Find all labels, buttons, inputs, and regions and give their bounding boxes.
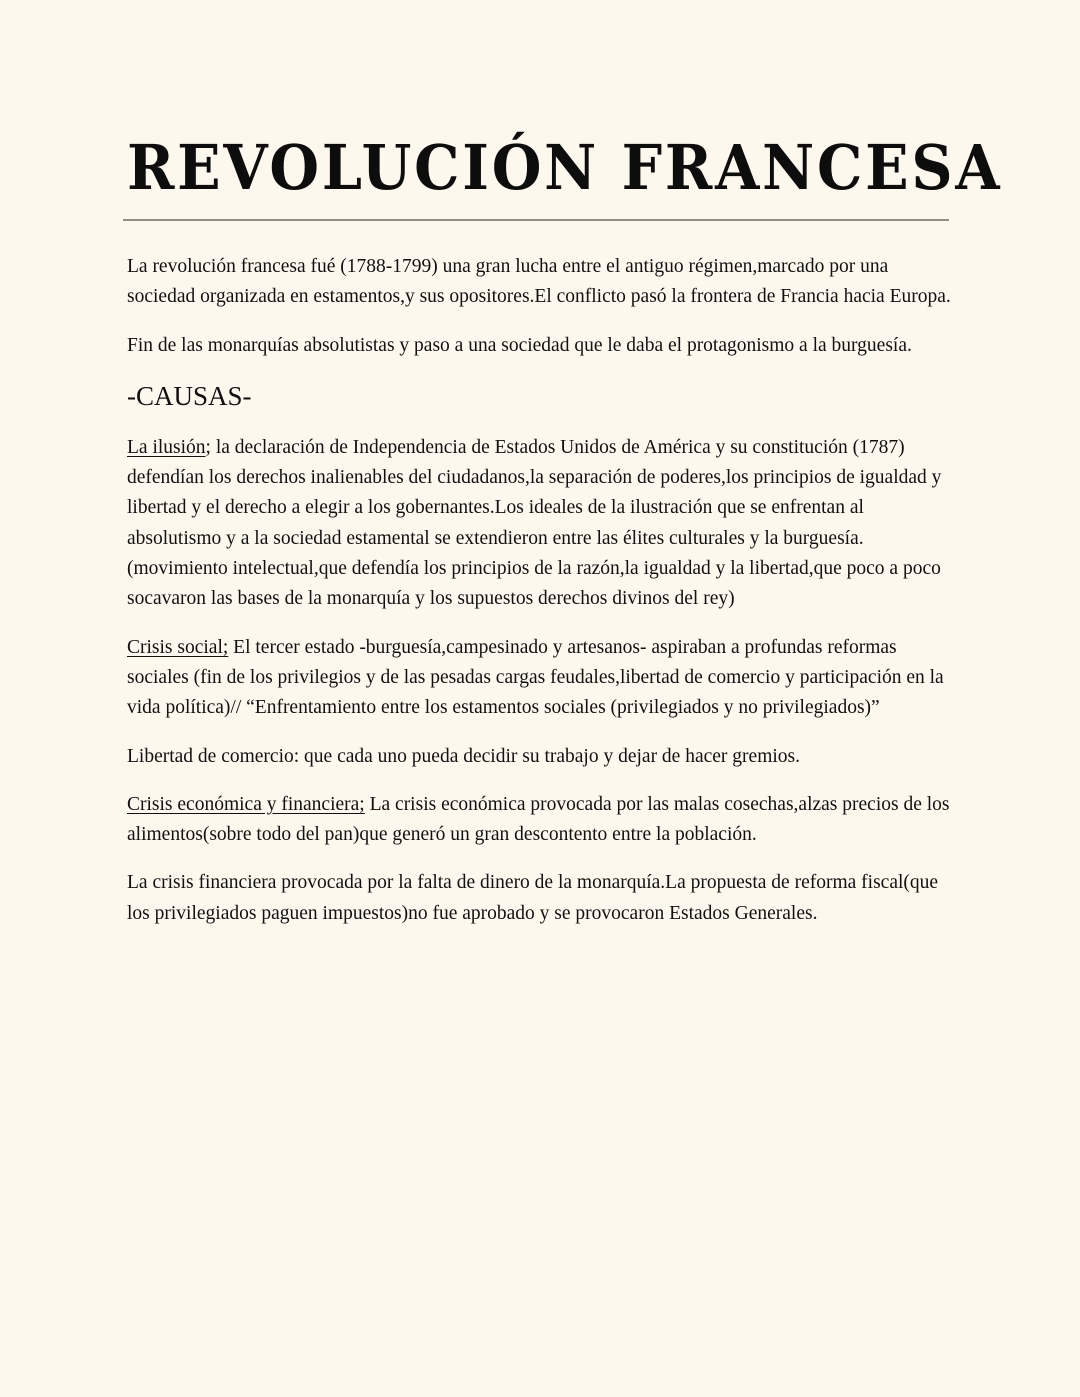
cause-paragraph-crisis-social <box>127 633 957 724</box>
intro-paragraph-1: La revolución francesa fué (1788-1799) una gran lucha entre el antiguo régimen,marcado por una sociedad organizada en estamentos,y sus opositores.El conflicto pasó la frontera de Francia hacia Europa. <box>127 256 951 308</box>
cause-label-ilusion: La ilusión <box>127 436 206 458</box>
section-heading-causas: -CAUSAS- <box>127 380 252 411</box>
intro-paragraph-2: Fin de las monarquías absolutistas y paso a una sociedad que le daba el protagonismo a la burguesía. <box>127 334 912 356</box>
note-libertad-comercio: Libertad de comercio: que cada uno pueda decidir su trabajo y dejar de hacer gremios. <box>127 745 800 767</box>
cause-paragraph-crisis-economica <box>127 790 957 851</box>
title-divider <box>123 219 949 221</box>
document-body <box>127 252 957 947</box>
document-title: REVOLUCIÓN FRANCESA <box>127 131 1003 204</box>
cause-separator: ; <box>205 436 211 458</box>
note-crisis-financiera: La crisis financiera provocada por la falta de dinero de la monarquía.La propuesta de reforma fiscal(que los privilegiados paguen impuestos)no fue aprobado y se provocaron Estados Generales. <box>127 872 939 924</box>
cause-text-crisis-economica: La crisis económica provocada por las malas cosechas,alzas precios de los alimentos(sobre todo del pan)que generó un gran descontento entre la población. <box>127 793 950 846</box>
cause-text-ilusion: la declaración de Independencia de Estados Unidos de América y su constitución (1787) defendían los derechos inalienables del ciudadanos,la separación de poderes,los principios de igualdad y libertad y el derecho a elegir a los gobernantes.Los ideales de la ilustración que se enfrentan al absolutismo y a la sociedad estamental se extendieron entre las élites culturales y la burguesía.(movimiento intelectual,que defendía los principios de la razón,la igualdad y la libertad,que poco a poco socavaron las bases de la monarquía y los supuestos derechos divinos del rey) <box>127 436 942 610</box>
cause-label-crisis-social: Crisis social; <box>127 636 229 658</box>
cause-label-crisis-economica: Crisis económica y financiera; <box>127 793 365 815</box>
cause-paragraph-ilusion <box>127 433 957 615</box>
cause-text-crisis-social: El tercer estado -burguesía,campesinado y artesanos- aspiraban a profundas reformas sociales (fin de los privilegios y de las pesadas cargas feudales,libertad de comercio y participación en la vida política)// “Enfrentamiento entre los estamentos sociales (privilegiados y no privilegiados)” <box>127 636 944 719</box>
